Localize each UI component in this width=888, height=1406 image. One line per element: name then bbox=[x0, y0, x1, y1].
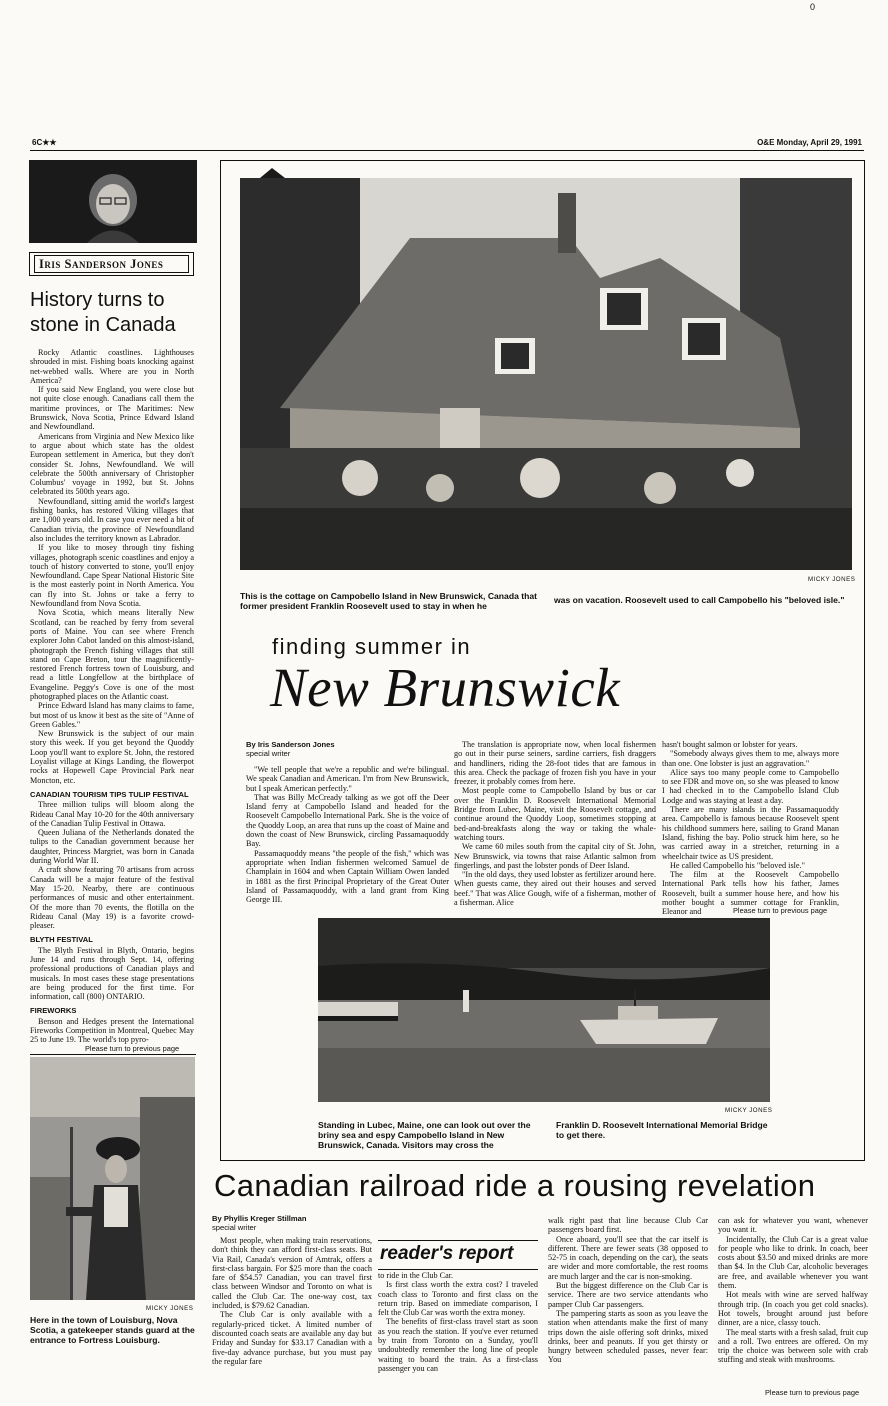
section-paragraph: Queen Juliana of the Netherlands donated the tulips to the Canadian government because her daughter, Princess Margriet, was born in Canada during World War II. bbox=[30, 828, 194, 866]
gatekeeper-caption: Here in the town of Louisburg, Nova Scotia, a gatekeeper stands guard at the entrance to Fortress Louisburg. bbox=[30, 1315, 195, 1345]
cottage-photo bbox=[240, 178, 852, 570]
column-paragraph: Americans from Virginia and New Mexico like to argue about which state has the oldest European settlement in America, but they don't consider St. Johns, Newfoundland. We will celebrate the 500th anniversary of Christopher Columbus' voyage in 1992, but St. Johns celebrated its 500th years ago. bbox=[30, 431, 194, 497]
harbor-photo bbox=[318, 918, 770, 1102]
railroad-byline-role: special writer bbox=[212, 1223, 257, 1232]
section-title: CANADIAN TOURISM TIPS TULIP FESTIVAL bbox=[30, 789, 189, 799]
railroad-paragraph: Once aboard, you'll see that the car itself is different. There are fewer seats (38 opposed to 52-75 in coach, depending on the car), the seats are wider and more comfortable, the rest rooms are much larger and the car is non-smoking. bbox=[548, 1234, 708, 1281]
main-story-frame-bottom bbox=[220, 1160, 865, 1161]
gatekeeper-photo bbox=[30, 1057, 195, 1300]
cottage-scene-icon bbox=[240, 178, 852, 570]
railroad-paragraph: walk right past that line because Club Car passengers board first. bbox=[548, 1216, 708, 1235]
story-paragraph: "Somebody always gives them to me, always more than one. One lobster is just an aggravation." bbox=[662, 749, 839, 768]
column-rule bbox=[30, 1054, 196, 1055]
railroad-paragraph: Hot meals with wine are served halfway through trip. (In coach you get cold snacks). Hot towels, brought around just before dinner, are a nice, classy touch. bbox=[718, 1290, 868, 1328]
harbor-scene-icon bbox=[318, 918, 770, 1102]
railroad-paragraph: Most people, when making train reservations, don't think they can afford first-class seats. But Via Rail, Canada's version of Amtrak, offers a first-class bargain. For $25 more than the coach fare of $54.57 Canadian, you can travel first class between Windsor and Toronto on what is called the Club Car. The one-way cost, tax included, is $79.62 Canadian. bbox=[212, 1236, 372, 1311]
story-paragraph: Passamaquoddy means "the people of the fish," which was appropriate when Indian fishermen welcomed Samuel de Champlain in 1604 and when Captain William Owen landed in 1881 as the first Principal Proprietary of the Great Outer Island of Passamaquoddy, with a land grant from King George III. bbox=[246, 848, 449, 905]
railroad-byline bbox=[212, 1214, 372, 1232]
columnist-photo bbox=[29, 160, 197, 243]
railroad-paragraph: The pampering starts as soon as you leave the station when attendants make the first of many trips down the aisle offering soft drinks, mixed drinks, beer and peanuts. If you get thirsty or hungry between scheduled passes, never fear: You bbox=[548, 1308, 708, 1365]
header-rule bbox=[30, 150, 864, 151]
story-byline bbox=[246, 740, 446, 758]
railroad-paragraph: can ask for whatever you want, whenever you want it. bbox=[718, 1216, 868, 1235]
column-paragraph: If you said New England, you were close but not quite close enough. Canadians call them the maritime provinces, or The Maritimes: New Brunswick, Nova Scotia, Prince Edward Island and Newfoundland. bbox=[30, 385, 194, 432]
column-paragraph: Prince Edward Island has many claims to fame, but most of us know it best as the site of "Anne of Green Gables." bbox=[30, 701, 194, 729]
section-title: FIREWORKS bbox=[30, 1006, 77, 1016]
railroad-headline: Canadian railroad ride a rousing revelation bbox=[214, 1168, 816, 1203]
story-paragraph: The translation is appropriate now, when local fishermen go out in their purse seiners, sardine carriers, fish draggers and handliners, riding the 28-foot tides that are famous in this area. Check the package of frozen fish you have in your freezer, it probably comes from here. bbox=[454, 740, 656, 787]
story-paragraph: We came 60 miles south from the capital city of St. John, New Brunswick, via towns that raise Atlantic salmon from fingerlings, and past the lobster ponds of Deer Island. bbox=[454, 842, 656, 870]
railroad-paragraph: Is first class worth the extra cost? I traveled coach class to Toronto and first class on the return trip. Based on immediate comparison, I felt the Club Car was worth the extra money. bbox=[378, 1280, 538, 1318]
columnist-name: Iris Sanderson Jones bbox=[34, 255, 189, 273]
section-paragraph: The Blyth Festival in Blyth, Ontario, begins June 14 and runs through Sept. 14, offering professional productions of Canadian plays and musicals. In most cases these stage presentations are being produced for the first time. For information, call (800) ONTARIO. bbox=[30, 945, 194, 1002]
story-col-1 bbox=[246, 765, 449, 913]
column-paragraph: Rocky Atlantic coastlines. Lighthouses shrouded in mist. Fishing boats knocking against net-webbed walls. Where are you in North America? bbox=[30, 348, 194, 385]
column-headline: History turns to stone in Canada bbox=[30, 289, 176, 336]
column-body bbox=[30, 348, 194, 1045]
railroad-paragraph: to ride in the Club Car. bbox=[378, 1271, 454, 1280]
section-title: BLYTH FESTIVAL bbox=[30, 935, 93, 945]
story-paragraph: He called Campobello his "beloved isle." bbox=[670, 860, 805, 870]
main-story-frame-right bbox=[864, 160, 865, 1160]
gatekeeper-photo-credit: MICKY JONES bbox=[146, 1305, 194, 1312]
railroad-continued: Please turn to previous page bbox=[765, 1388, 860, 1397]
railroad-col-3 bbox=[548, 1216, 708, 1401]
railroad-paragraph: Incidentally, the Club Car is a great value for people who like to drink. In coach, beer costs about $3.50 and mixed drinks are more than $4. In the Club Car, alcoholic beverages are free, and available whenever you want them. bbox=[718, 1234, 868, 1291]
column-paragraph: Newfoundland, sitting amid the world's largest fishing banks, has restored Viking villages that are 1,000 years old. In case you ever need a bit of Canadian trivia, the province of Newfoundland also includes the territory known as Labrador. bbox=[30, 496, 194, 543]
story-paragraph: "In the old days, they used lobster as fertilizer around here. When guests came, they aired out their houses and served beef." That was Alice Gough, wife of a fisherman, mother of a fisherman. Alice bbox=[454, 870, 656, 908]
railroad-paragraph: The benefits of first-class travel start as soon as you reach the station. If you've ever returned by train from Toronto on a Sunday, you'll undoubtedly remember the long line of people waiting to board the train. As a first-class passenger you can bbox=[378, 1317, 538, 1373]
paper-date: O&E Monday, April 29, 1991 bbox=[757, 138, 862, 147]
story-paragraph: hasn't bought salmon or lobster for years. bbox=[662, 740, 798, 749]
story-kicker: finding summer in bbox=[272, 634, 472, 659]
railroad-col-1 bbox=[212, 1236, 372, 1401]
harbor-caption-right: Franklin D. Roosevelt International Memorial Bridge to get there. bbox=[556, 1120, 768, 1140]
story-paragraph: Most people come to Campobello Island by bus or car over the Franklin D. Roosevelt International Memorial Bridge from Lubec, Maine, visit the Roosevelt cottage, and continue around the Quoddy Loop, sometimes stopping at bed-and-breakfasts along the way or taking the whale-watching tours. bbox=[454, 786, 656, 842]
gatekeeper-scene-icon bbox=[30, 1057, 195, 1300]
column-continued: Please turn to previous page bbox=[85, 1044, 180, 1053]
railroad-col-4 bbox=[718, 1216, 868, 1384]
railroad-paragraph: The Club Car is only available with a regularly-priced ticket. A limited number of discounted coach seats are available any day but Friday and Sunday for $33.17 Canadian with a five-day advance purchase, but you must pay the regular fare bbox=[212, 1310, 372, 1366]
columnist-nameplate bbox=[29, 252, 194, 276]
cottage-caption-left: This is the cottage on Campobello Island in New Brunswick, Canada that former president Franklin Roosevelt used to stay in when he bbox=[240, 591, 538, 611]
section-paragraph: A craft show featuring 70 artisans from across Canada will be a major feature of the festival May 15-20. Nearby, there are continuous performances of music and other entertainment. Of the more than 70 events, the flotilla on the Rideau Canal (May 19) is a favorite crowd-pleaser. bbox=[30, 865, 194, 931]
story-paragraph: That was Billy McCready talking as we got off the Deer Island ferry at Campobello Island and headed for the Roosevelt Campobello International Park. She is the voice of the Quoddy Loop, an area that runs up the coast of Maine and down the coast of New Brunswick, circling Passamaquoddy Bay. bbox=[246, 792, 449, 849]
railroad-paragraph: But the biggest difference on the Club Car is service. There are two service attendants who pamper Club Car passengers. bbox=[548, 1281, 708, 1309]
section-paragraph: Benson and Hedges present the International Fireworks Competition in Montreal, Quebec May 25 to June 19. The world's top pyro- bbox=[30, 1016, 194, 1045]
harbor-photo-credit: MICKY JONES bbox=[725, 1107, 773, 1114]
columnist-portrait-icon bbox=[29, 160, 197, 243]
harbor-caption-left: Standing in Lubec, Maine, one can look out over the briny sea and espy Campobello Island in New Brunswick, Canada. Visitors may cross the bbox=[318, 1120, 531, 1150]
cottage-caption-right: was on vacation. Roosevelt used to call Campobello his "beloved isle." bbox=[554, 595, 845, 605]
main-story-frame-left bbox=[220, 160, 221, 1160]
column-paragraph: New Brunswick is the subject of our main story this week. If you get beyond the Quoddy Loop you'll want to explore St. John, the restored Loyalist village at Kings Landing, the flowerpot rocks at Hopewell Cape Provincial Park near Moncton, etc. bbox=[30, 729, 194, 785]
page-number: 6C★★ bbox=[32, 138, 57, 147]
story-paragraph: There are many islands in the Passamaquoddy area. Campobello is famous because Roosevelt spent his childhood summers here, sailing to Grand Manan Island, fishing the bay. Polio struck him here, so he was carried away in a stretcher, returning in a wheelchair twice as US president. bbox=[662, 805, 839, 861]
railroad-paragraph: The meal starts with a fresh salad, fruit cup and a roll. Two entrees are offered. On my trip the choice was between sole with crab stuffing and steak with mushrooms. bbox=[718, 1327, 868, 1365]
story-paragraph: The film at the Roosevelt Campobello International Park tells how his father, James Roosevelt, built a summer house here, and how his mother bought a summer cottage for Franklin, Eleanor and bbox=[662, 870, 839, 917]
corner-mark: 0 bbox=[810, 2, 816, 12]
column-paragraph: Nova Scotia, which means literally New Scotland, can be reached by ferry from several ports of Maine. You can see where French explorer John Cabot landed on this almost-island, photograph the French fishing villages that still stand on Cape Breton, tour the magnificently-restored French fortress town of Louisburg, and read a little Longfellow at the birthplace of Evangeline. Peggy's Cove is one of the most photographed places on the Atlantic coast. bbox=[30, 608, 194, 701]
story-paragraph: "We tell people that we're a republic and we're bilingual. We speak Canadian and American. I'm from New Brunswick, but I speak American perfectly." bbox=[246, 765, 449, 793]
section-paragraph: Three million tulips will bloom along the Rideau Canal May 10-20 for the 40th anniversary of the Canadian Tulip Festival in Ottawa. bbox=[30, 800, 194, 828]
story-col-2 bbox=[454, 740, 656, 912]
cottage-photo-credit: MICKY JONES bbox=[808, 576, 856, 583]
column-paragraph: If you like to mosey through tiny fishing villages, photograph scenic coastlines and enjoy a touch of history converted to stone, you'll enjoy Newfoundland. Cape Spear National Historic Site is the most easterly point in North America. You can fly into St. Johns or take a ferry to Newfoundland from Nova Scotia. bbox=[30, 543, 194, 609]
story-byline-name: By Iris Sanderson Jones bbox=[246, 740, 335, 749]
railroad-byline-name: By Phyllis Kreger Stillman bbox=[212, 1214, 307, 1223]
readers-report-label: reader's report bbox=[380, 1243, 514, 1264]
main-story-frame-top bbox=[220, 160, 864, 161]
story-paragraph: Alice says too many people come to Campobello to see FDR and move on, so she was pleased to know I had checked in to the Campobello Island Club Lodge and was staying at least a day. bbox=[662, 767, 839, 805]
readers-report-rule-bottom bbox=[378, 1269, 538, 1270]
story-byline-role: special writer bbox=[246, 749, 291, 758]
railroad-col-2 bbox=[378, 1271, 538, 1401]
story-headline: New Brunswick bbox=[270, 657, 621, 718]
story-continued: Please turn to previous page bbox=[733, 906, 828, 915]
